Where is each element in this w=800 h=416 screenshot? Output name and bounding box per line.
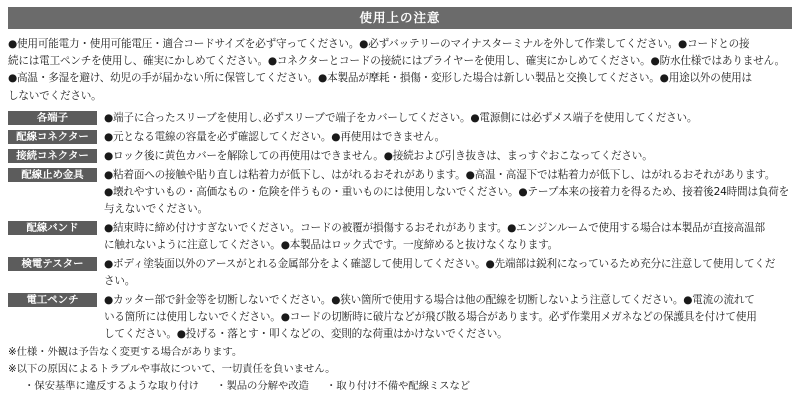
section-line: ●元となる電線の容量を必ず確認してください。●再使用はできません。 — [104, 131, 445, 143]
intro-line: しないでください。 — [8, 89, 102, 102]
section-content — [104, 129, 796, 146]
section-content — [104, 256, 796, 290]
intro-line: 続には電工ペンチを使用し、確実にかしめてください。●コネクターとコードの接続にはプライヤーを使用し、確実にかしめてください。●防水仕様ではありません。 — [8, 55, 785, 68]
intro-line: ●使用可能電力・使用可能電圧・適合コードサイズを必ず守ってください。●必ずバッテリーのマイナスターミナルを外して作業してください。●コードとの接 — [8, 38, 750, 50]
general-cautions — [8, 36, 796, 105]
section-line: 与えないでください。 — [104, 203, 208, 216]
intro-line: ●高温・多湿を避け、幼児の手が届かない所に保管してください。●本製品が摩耗・損傷・変形した場合は新しい製品と交換してください。●用途以外の使用は — [8, 72, 752, 85]
section-line: さい。 — [104, 275, 136, 288]
section-line: ●ボディ塗装面以外のアースがとれる金属部分をよく確認して使用してください。●先端部は鋭利になっているため充分に注意して使用してくだ — [104, 258, 776, 270]
section-line: ●ロック後に黄色カバーを解除しての再使用はできません。●接続および引き抜きは、まっすぐおこなってください。 — [104, 150, 653, 162]
section-line: ●壊れやすいもの・高価なもの・危険を伴うもの・重いものには使用しないでください。●テープ本来の接着力を得るため、接着後24時間は負荷を — [104, 186, 790, 199]
section-line: ●カッター部で針金等を切断しないでください。●狭い箇所で使用する場合は他の配線を切断しないよう注意してください。●電流の流れて — [104, 294, 755, 306]
section-content — [104, 292, 796, 344]
disclaimer-cause: ・保安基準に違反するような取り付け — [24, 380, 199, 392]
section-content — [104, 148, 796, 165]
section-label: 検電テスター — [8, 257, 97, 271]
section-content — [104, 110, 796, 127]
page-title: 使用上の注意 — [8, 7, 792, 29]
section-label: 配線コネクター — [8, 130, 97, 144]
section-label: 配線止め金具 — [8, 168, 97, 182]
section-line: いる箇所には使用しないでください。●コードの切断時に破片などが飛び散る場合があります。必ず作業用メガネなどの保護具を付けて使用 — [104, 311, 757, 324]
section-line: してください。●投げる・落とす・叩くなどの、変則的な荷重はかけないでください。 — [104, 328, 508, 341]
disclaimer-cause: ・製品の分解や改造 — [216, 380, 309, 392]
disclaimer-causes — [8, 378, 796, 395]
section-line: ●結束時に締め付けすぎないでください。コードの被覆が損傷するおそれがあります。●エンジンルームで使用する場合は本製品が直接高温部 — [104, 222, 765, 234]
section-label: 各端子 — [8, 111, 97, 125]
disclaimer-cause: ・取り付け不備や配線ミスなど — [325, 380, 471, 392]
section-content — [104, 167, 796, 219]
section-label: 配線バンド — [8, 221, 97, 235]
section-label: 電工ペンチ — [8, 293, 97, 307]
disclaimer — [8, 344, 796, 395]
section-line: ●粘着面への接触や貼り直しは粘着力が低下し、はがれるおそれがあります。●高温・高湿下では粘着力が低下し、はがれるおそれがあります。 — [104, 169, 776, 181]
section-label: 接続コネクター — [8, 149, 97, 163]
disclaimer-note: ※以下の原因によるトラブルや事故について、一切責任を負いません。 — [8, 363, 336, 375]
disclaimer-note: ※仕様・外観は予告なく変更する場合があります。 — [8, 346, 243, 358]
section-line: に触れないように注意してください。●本製品はロック式です。一度締めると抜けなくなります。 — [104, 239, 559, 252]
section-line: ●端子に合ったスリーブを使用し､必ずスリーブで端子をカバーしてください。●電源側には必ずメス端子を使用してください。 — [104, 112, 698, 124]
section-content — [104, 220, 796, 254]
